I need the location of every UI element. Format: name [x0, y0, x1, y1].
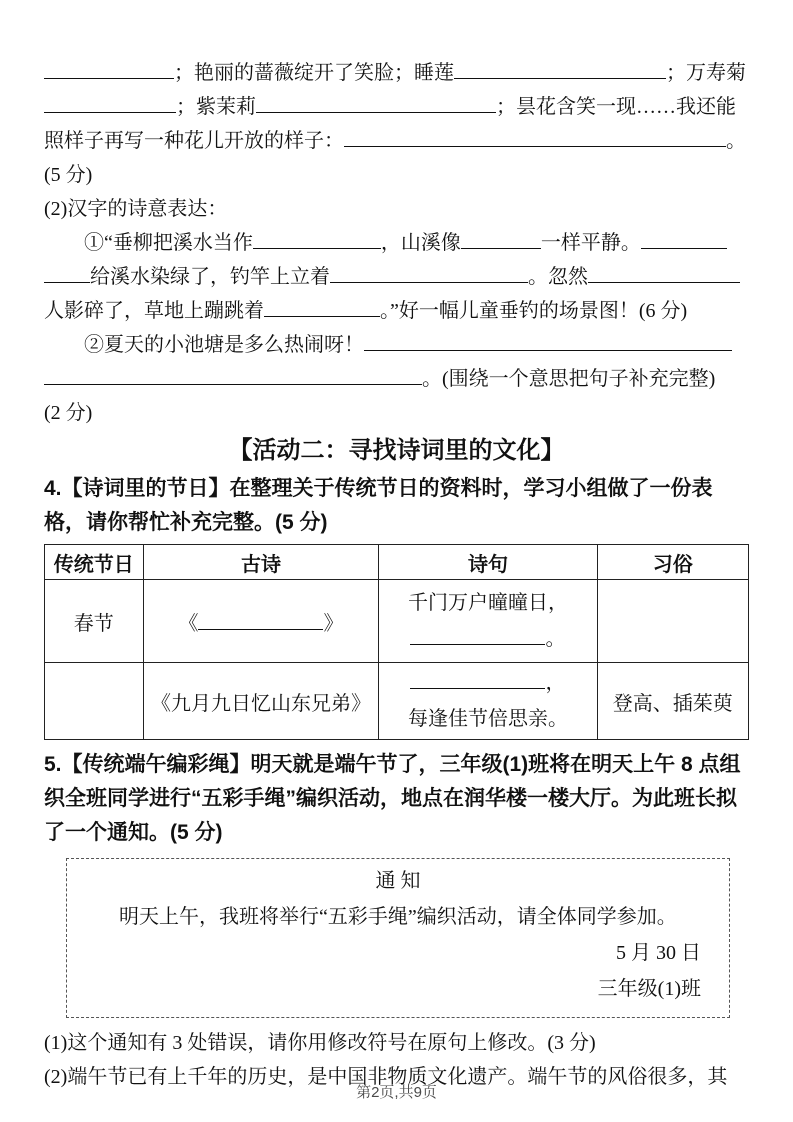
text-segment: 。(围绕一个意思把句子补充完整): [422, 368, 716, 390]
notice-title: 通 知: [375, 870, 421, 892]
text-segment: 照样子再写一种花儿开放的样子：: [44, 130, 344, 152]
festival-poem-table: [44, 544, 749, 740]
q3-item1-line-2: [44, 260, 749, 294]
q3-part2-label: (2)汉字的诗意表达：: [44, 198, 228, 220]
q4-stem: 4.【诗词里的节日】在整理关于传统节日的资料时，学习小组做了一份表格，请你帮忙补充完整。(5 分): [44, 477, 713, 534]
verse-line-1: [383, 665, 592, 701]
text-segment: ，山溪像: [380, 232, 461, 254]
q5-stem: 5.【传统端午编彩绳】明天就是端午节了，三年级(1)班将在明天上午 8 点组织全班同学进行“五彩手绳”编织活动，地点在润华楼一楼大厅。为此班长拟了一个通知。(5 分): [44, 753, 741, 844]
text-segment: 》: [323, 612, 344, 635]
text-segment: 一样平静。: [540, 232, 641, 254]
answer-blank: [44, 110, 176, 113]
cell-verse: [379, 663, 597, 740]
answer-blank: [264, 314, 380, 317]
table-row: [45, 663, 749, 740]
text-segment: 。: [545, 628, 566, 650]
text-segment: 给溪水染绿了，钓竿上立着: [90, 266, 330, 288]
answer-blank: [410, 642, 545, 645]
notice-box: [66, 858, 730, 1018]
q5-sub2: (2)端午节已有上千年的历史，是中国非物质文化遗产。端午节的风俗很多，其: [44, 1066, 728, 1088]
q3-score: (5 分): [44, 164, 93, 186]
column-header-poem: 古诗: [143, 545, 379, 580]
cell-custom: [597, 580, 748, 663]
answer-blank: [641, 246, 727, 249]
answer-blank: [198, 627, 323, 630]
verse-line-2: 每逢佳节倍思亲。: [407, 708, 568, 730]
notice-date: 5 月 30 日: [616, 942, 701, 964]
answer-blank: [256, 110, 496, 113]
q3-item1-line-1: [44, 226, 749, 260]
q3-line-1: [44, 56, 749, 90]
activity2-heading: 【活动二：寻找诗词里的文化】: [228, 437, 565, 464]
cell-festival: 春节: [45, 580, 144, 663]
answer-blank: [454, 76, 666, 79]
text-segment: ①“垂柳把溪水当作: [84, 232, 253, 254]
q3-line-3: [44, 124, 749, 158]
q3-item2-line-1: [44, 328, 749, 362]
verse-line-2: [383, 621, 592, 657]
text-segment: 。忽然: [528, 266, 588, 288]
cell-festival: [45, 663, 144, 740]
column-header-custom: 习俗: [597, 545, 748, 580]
text-segment: ；昙花含笑一现……我还能: [496, 96, 736, 118]
answer-blank: [44, 76, 174, 79]
answer-blank: [44, 280, 90, 283]
verse-line-1: 千门万户曈曈日，: [407, 592, 568, 614]
cell-poem: 《九月九日忆山东兄弟》: [143, 663, 379, 740]
text-segment: ；紫茉莉: [176, 96, 256, 118]
q3-item2-score: (2 分): [44, 402, 93, 424]
answer-blank: [588, 280, 740, 283]
cell-poem: [143, 580, 379, 663]
text-segment: 。”好一幅儿童垂钓的场景图！(6 分): [380, 300, 688, 322]
q3-item2-line-2: [44, 362, 749, 396]
answer-blank: [364, 348, 732, 351]
text-segment: 人影碎了，草地上蹦跳着: [44, 300, 264, 322]
text-segment: 《: [178, 612, 199, 635]
table-row: [45, 580, 749, 663]
answer-blank: [461, 246, 541, 249]
cell-verse: [379, 580, 597, 663]
text-segment: ；万寿菊: [666, 62, 746, 84]
q5-sub1: (1)这个通知有 3 处错误，请你用修改符号在原句上修改。(3 分): [44, 1032, 596, 1054]
answer-blank: [344, 144, 726, 147]
answer-blank: [44, 382, 422, 385]
notice-signature: 三年级(1)班: [597, 978, 701, 1000]
column-header-verse: 诗句: [379, 545, 597, 580]
text-segment: ，: [545, 672, 566, 694]
answer-blank: [410, 686, 545, 689]
answer-blank: [253, 246, 381, 249]
notice-body: 明天上午，我班将举行“五彩手绳”编织活动，请全体同学参加。: [119, 906, 677, 928]
table-header-row: [45, 545, 749, 580]
answer-blank: [330, 280, 528, 283]
q3-item1-line-3: [44, 294, 749, 328]
column-header-festival: 传统节日: [45, 545, 144, 580]
q3-line-2: [44, 90, 749, 124]
text-segment: ；艳丽的蔷薇绽开了笑脸；睡莲: [174, 62, 454, 84]
cell-custom: 登高、插茱萸: [597, 663, 748, 740]
page-number: 第2页,共9页: [356, 1084, 437, 1101]
text-segment: 。: [726, 130, 746, 152]
text-segment: ②夏天的小池塘是多么热闹呀！: [84, 334, 364, 356]
